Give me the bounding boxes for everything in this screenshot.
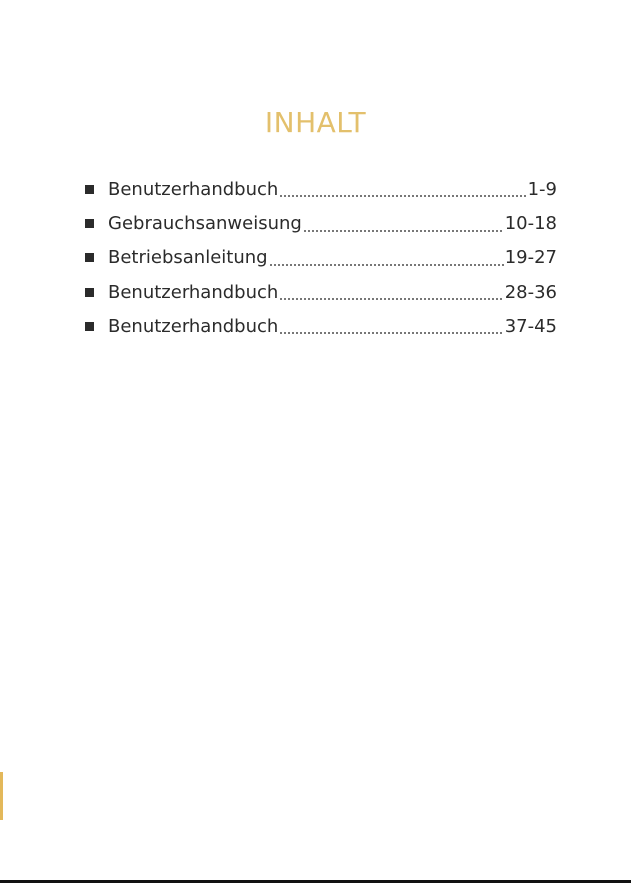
square-bullet-icon (85, 219, 94, 228)
square-bullet-icon (85, 253, 94, 262)
toc-entry (85, 206, 557, 240)
dot-leader (279, 332, 503, 334)
toc-entry-pages: 37-45 (504, 315, 557, 337)
square-bullet-icon (85, 185, 94, 194)
toc-entry (85, 309, 557, 343)
toc-entry-pages: 10-18 (504, 212, 557, 234)
toc-entry-pages: 1-9 (527, 178, 557, 200)
dot-leader (279, 298, 503, 300)
toc-entry-label: Betriebsanleitung (108, 247, 268, 269)
dot-leader (303, 230, 504, 232)
toc-entry-label: Benutzerhandbuch (108, 315, 279, 337)
toc-entry (85, 172, 557, 206)
square-bullet-icon (85, 322, 94, 331)
toc-entry-label: Benutzerhandbuch (108, 178, 279, 200)
toc-entry (85, 241, 557, 275)
toc-entry (85, 275, 557, 309)
dot-leader (279, 195, 526, 197)
toc-entry-label: Benutzerhandbuch (108, 281, 279, 303)
left-edge-accent (0, 772, 3, 820)
toc-entry-label: Gebrauchsanweisung (108, 212, 302, 234)
toc-entry-pages: 28-36 (504, 281, 557, 303)
dot-leader (269, 264, 504, 266)
page-title: INHALT (264, 106, 367, 139)
square-bullet-icon (85, 288, 94, 297)
toc-entry-pages: 19-27 (504, 247, 557, 269)
table-of-contents (85, 172, 557, 343)
